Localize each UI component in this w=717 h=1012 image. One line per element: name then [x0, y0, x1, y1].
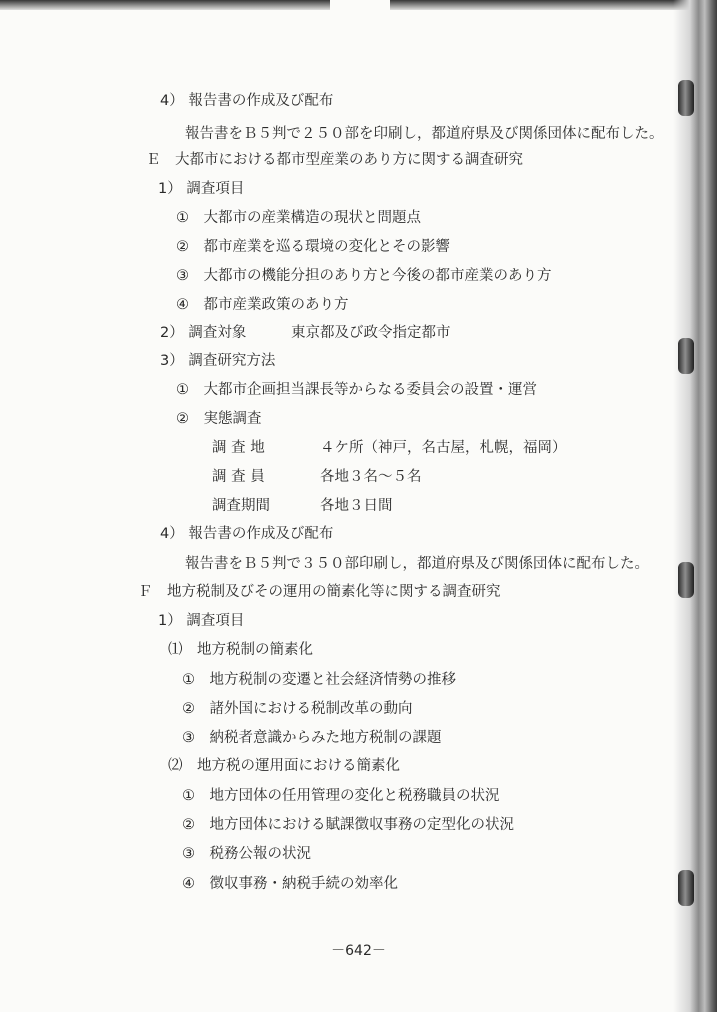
list-item: ① 地方税制の変遷と社会経済情勢の推移: [182, 672, 456, 688]
survey-target-value: 東京都及び政令指定都市: [291, 325, 451, 341]
survey-field-label: 調 査 員: [212, 469, 265, 485]
list-item: ① 大都市企画担当課長等からなる委員会の設置・運営: [176, 382, 537, 398]
binding-ring: [678, 562, 694, 598]
binding-ring: [678, 80, 694, 116]
survey-field-label: 調 査 地: [212, 440, 265, 456]
list-item: ③ 納税者意識からみた地方税制の課題: [182, 730, 442, 746]
subsection-heading: 4） 報告書の作成及び配布: [160, 93, 334, 109]
survey-field-value: 各地３日間: [320, 498, 393, 514]
body-text: 報告書をＢ５判で２５０部を印刷し，都道府県及び関係団体に配布した。: [185, 126, 664, 142]
survey-field-value: 各地３名～５名: [320, 469, 422, 485]
list-item: ③ 大都市の機能分担のあり方と今後の都市産業のあり方: [176, 268, 552, 284]
subsection-heading: 1） 調査項目: [158, 181, 245, 197]
subsection-heading: 3） 調査研究方法: [160, 353, 276, 369]
page-number: －642－: [331, 943, 386, 959]
list-item: ④ 徴収事務・納税手続の効率化: [182, 876, 398, 892]
binding-ring: [678, 870, 694, 906]
binding-ring: [678, 338, 694, 374]
body-text: 報告書をＢ５判で３５０部印刷し，都道府県及び関係団体に配布した。: [185, 556, 649, 572]
survey-field-value: ４ケ所（神戸，名古屋，札幌，福岡）: [320, 440, 567, 456]
list-item: ② 都市産業を巡る環境の変化とその影響: [176, 239, 450, 255]
list-item: ③ 税務公報の状況: [182, 846, 311, 862]
subsection-heading: 4） 報告書の作成及び配布: [160, 526, 334, 542]
list-item: ① 地方団体の任用管理の変化と税務職員の状況: [182, 788, 500, 804]
section-heading-e: Ｅ 大都市における都市型産業のあり方に関する調査研究: [146, 152, 523, 168]
list-item: ② 地方団体における賦課徴収事務の定型化の状況: [182, 817, 514, 833]
subsection-heading: 2） 調査対象: [160, 325, 247, 341]
sub-list-heading: ⑵ 地方税の運用面における簡素化: [168, 758, 400, 774]
list-item: ① 大都市の産業構造の現状と問題点: [176, 210, 421, 226]
scan-top-shadow: [0, 0, 717, 10]
section-heading-f: Ｆ 地方税制及びその運用の簡素化等に関する調査研究: [138, 584, 501, 600]
list-item: ④ 都市産業政策のあり方: [176, 297, 349, 313]
sub-list-heading: ⑴ 地方税制の簡素化: [168, 642, 313, 658]
survey-field-label: 調査期間: [212, 498, 270, 514]
subsection-heading: 1） 調査項目: [158, 613, 245, 629]
list-item: ② 実態調査: [176, 411, 262, 427]
list-item: ② 諸外国における税制改革の動向: [182, 701, 413, 717]
scan-binding-edge: [673, 0, 717, 1012]
